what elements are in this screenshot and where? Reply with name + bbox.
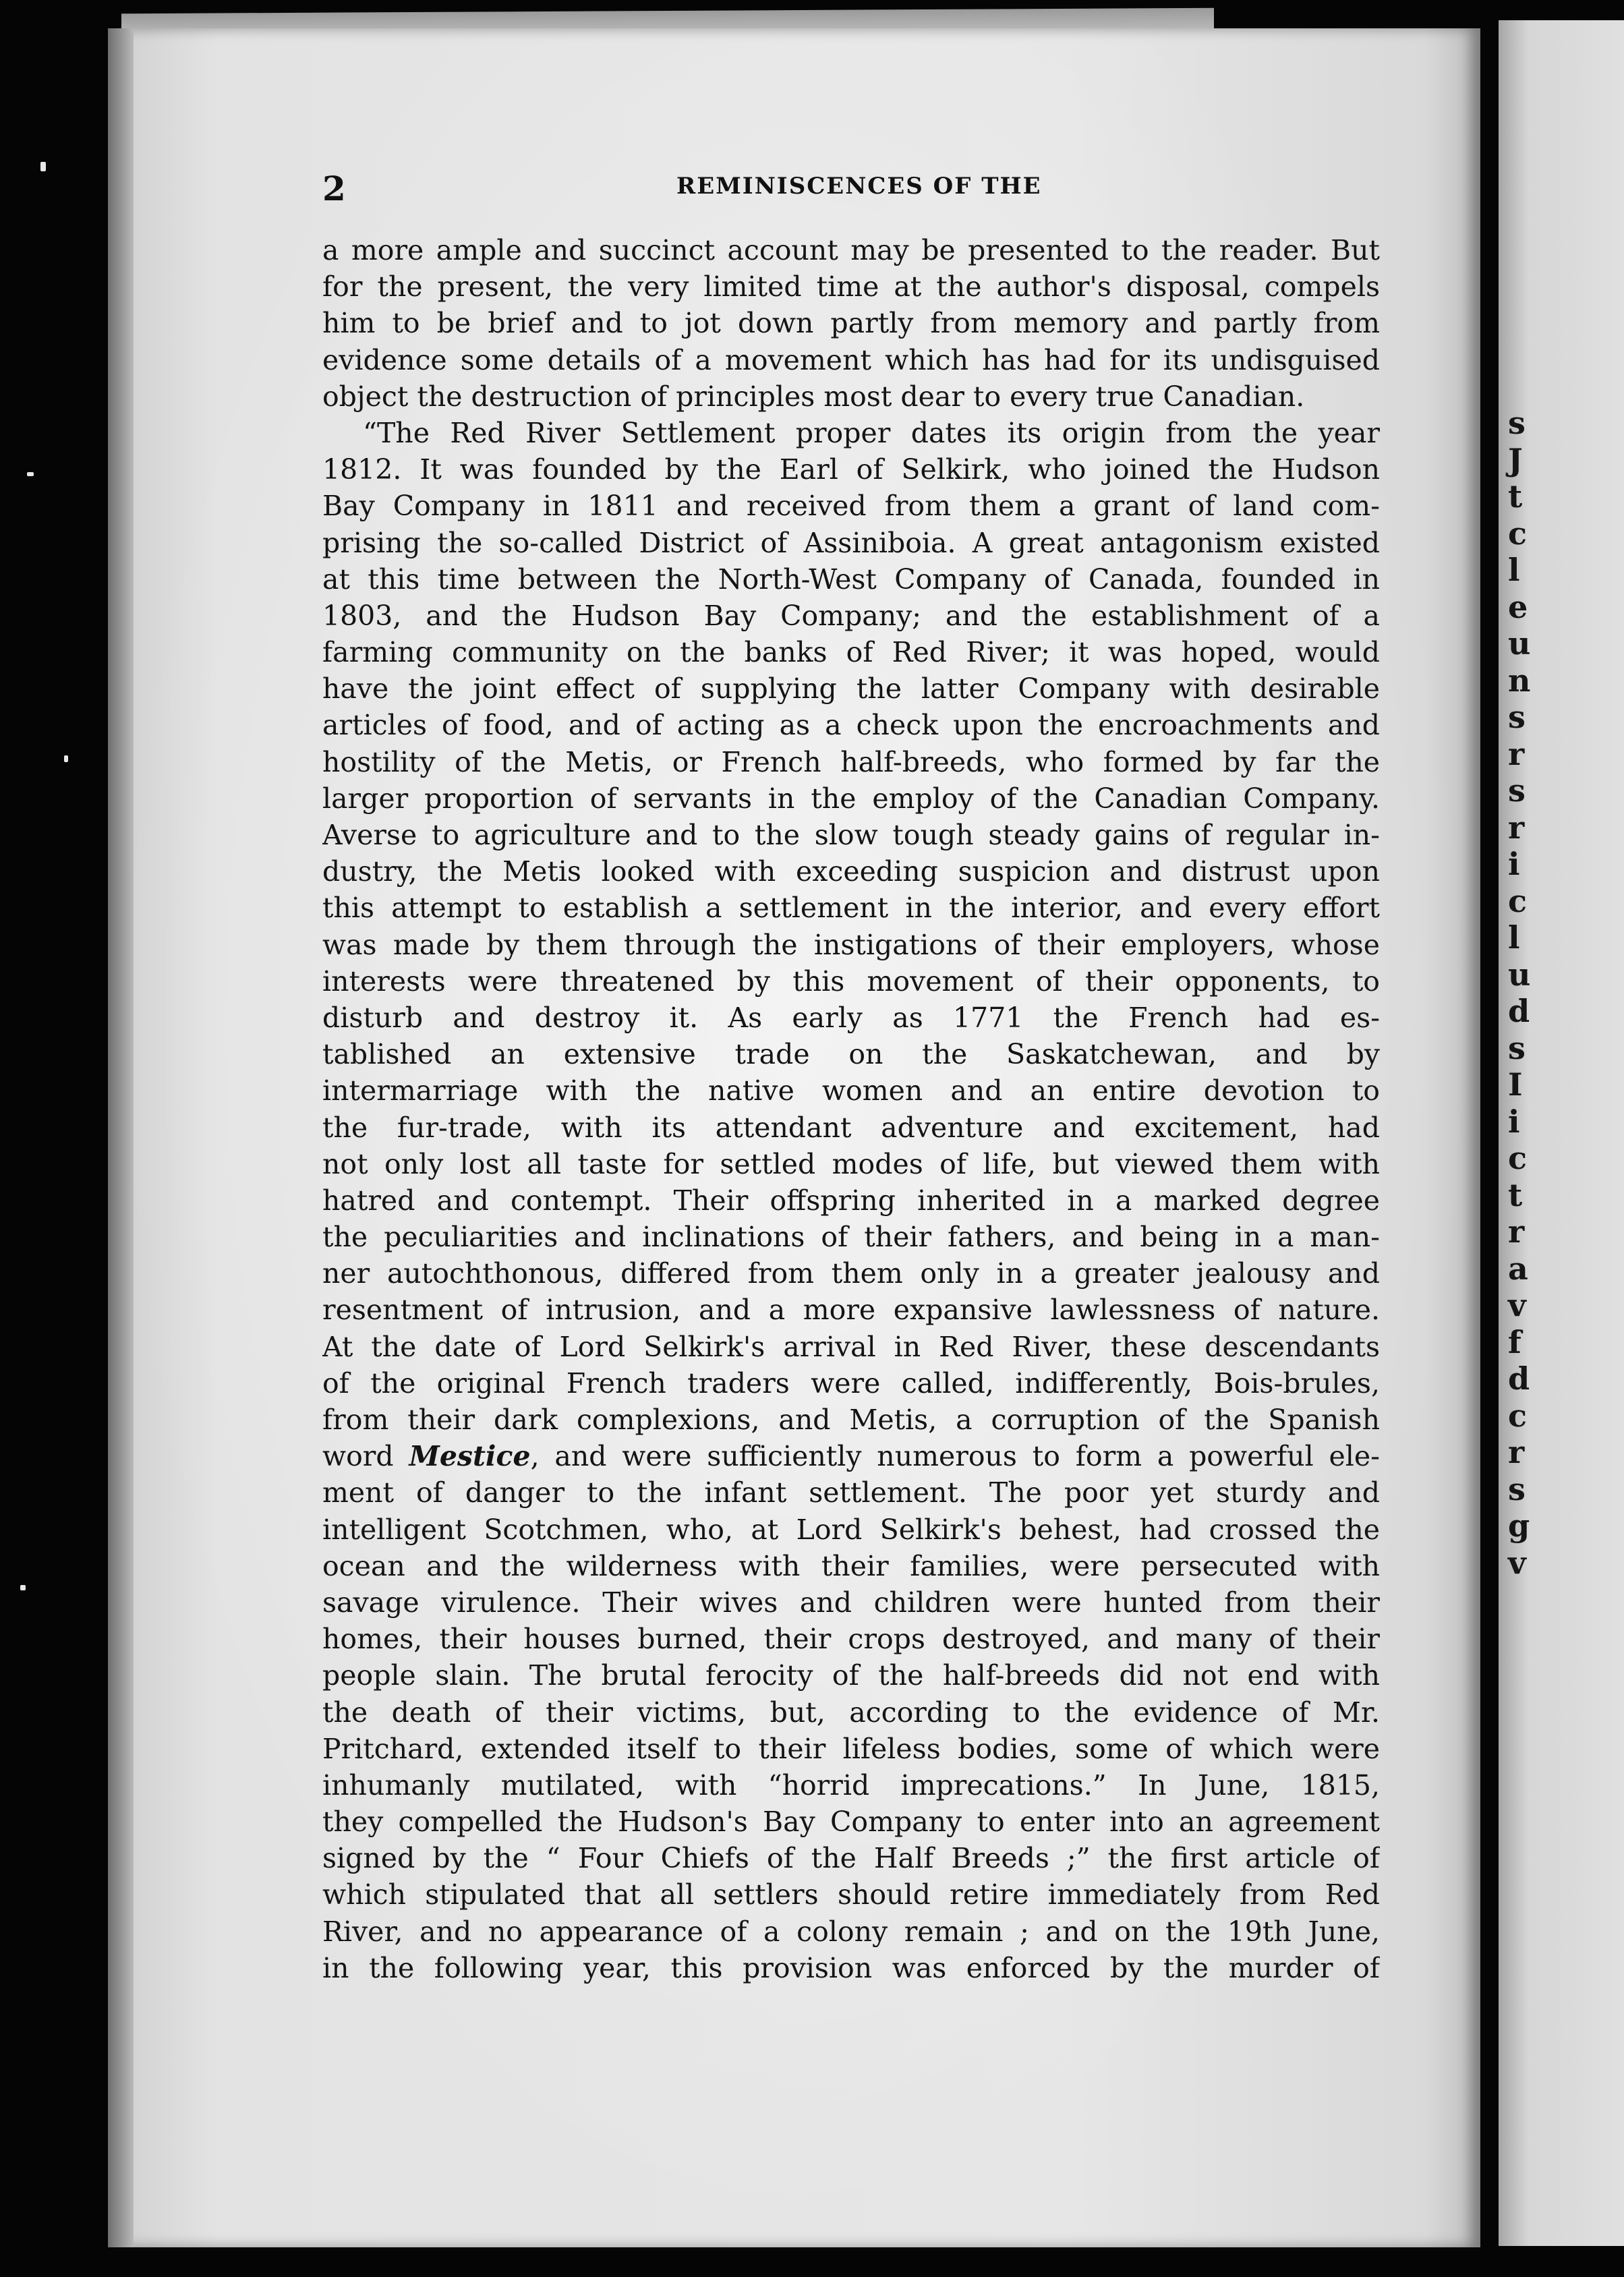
next-page-letter: f	[1508, 1323, 1521, 1360]
next-page-letter: r	[1508, 735, 1525, 772]
next-page-letter: v	[1508, 1544, 1526, 1581]
text-line: 1812. It was founded by the Earl of Selkirk, who joined the Hudson	[322, 453, 1380, 486]
text-line: object the destruction of principles most dear to every true Canadian.	[322, 380, 1305, 413]
text-line: intermarriage with the native women and an entire devotion to	[322, 1074, 1380, 1107]
text-line: intelligent Scotchmen, who, at Lord Selkirk's behest, had crossed the	[322, 1513, 1380, 1546]
next-page-letter: n	[1508, 662, 1531, 699]
text-line: Pritchard, extended itself to their lifeless bodies, some of which were	[322, 1732, 1380, 1765]
text-line: hatred and contempt. Their offspring inherited in a marked degree	[322, 1184, 1380, 1217]
next-page-letter: t	[1508, 1176, 1523, 1213]
text-line: evidence some details of a movement which has had for its undisguised	[322, 343, 1380, 376]
body-text	[322, 232, 1380, 1986]
text-line: 1803, and the Hudson Bay Company; and the establishment of a	[322, 599, 1380, 632]
next-page-letter: c	[1508, 1397, 1528, 1434]
next-page-letter: d	[1508, 993, 1530, 1029]
next-page-letter: s	[1508, 772, 1526, 809]
next-page-letter: r	[1508, 809, 1525, 846]
scan-speck	[27, 472, 34, 476]
text-line: articles of food, and of acting as a check upon the encroachments and	[322, 709, 1380, 742]
text-line: him to be brief and to jot down partly from memory and partly from	[322, 307, 1380, 340]
text-line: was made by them through the instigations of their employers, whose	[322, 928, 1380, 961]
text-line-mixed	[322, 1438, 1380, 1474]
next-page-letter: u	[1508, 625, 1531, 662]
next-page-letter: v	[1508, 1287, 1526, 1323]
text-line: hostility of the Metis, or French half-breeds, who formed by far the	[322, 745, 1380, 778]
next-page-letter: J	[1508, 441, 1523, 478]
next-page-letter: s	[1508, 699, 1526, 735]
text-line: dustry, the Metis looked with exceeding suspicion and distrust upon	[322, 855, 1380, 888]
text-line: ner autochthonous, differed from them only in a greater jealousy and	[322, 1257, 1380, 1290]
next-page-letter: l	[1508, 919, 1520, 956]
next-page-letter: i	[1508, 846, 1520, 882]
page-number: 2	[322, 169, 346, 208]
text-line: inhumanly mutilated, with “horrid imprecations.” In June, 1815,	[322, 1768, 1380, 1802]
text-line: interests were threatened by this movement of their opponents, to	[322, 964, 1380, 998]
running-head-title: REMINISCENCES OF THE	[676, 173, 1042, 200]
scan-speck	[64, 755, 68, 762]
next-page-letter: s	[1508, 1470, 1526, 1507]
running-header	[322, 169, 1395, 209]
text-line: savage virulence. Their wives and children were hunted from their	[322, 1586, 1380, 1619]
text-line: have the joint effect of supplying the latter Company with desirable	[322, 672, 1380, 705]
text-line: tablished an extensive trade on the Saskatchewan, and by	[322, 1038, 1380, 1071]
text-line: the death of their victims, but, according to the evidence of Mr.	[322, 1696, 1380, 1729]
text-line: in the following year, this provision was enforced by the murder of	[322, 1951, 1380, 1984]
text-segment: word	[322, 1440, 394, 1473]
next-page-letter: i	[1508, 1103, 1520, 1140]
text-line: At the date of Lord Selkirk's arrival in Red River, these descendants	[322, 1330, 1380, 1363]
text-line: ment of danger to the infant settlement. The poor yet sturdy and	[322, 1476, 1380, 1509]
next-page-letter: s	[1508, 1029, 1526, 1066]
text-line: Bay Company in 1811 and received from them a grant of land com-	[322, 490, 1380, 523]
text-line: homes, their houses burned, their crops destroyed, and many of their	[322, 1623, 1380, 1656]
text-line: disturb and destroy it. As early as 1771 the French had es-	[322, 1001, 1380, 1034]
text-line: people slain. The brutal ferocity of the half-breeds did not end with	[322, 1659, 1380, 1692]
next-page-letter: c	[1508, 1140, 1528, 1176]
next-page-letter: u	[1508, 956, 1531, 993]
text-line: ocean and the wilderness with their families, were persecuted with	[322, 1549, 1380, 1582]
page-gutter-shadow	[108, 28, 134, 2247]
text-line: “The Red River Settlement proper dates its origin from the year	[363, 416, 1380, 449]
next-page-letter: d	[1508, 1360, 1530, 1397]
next-page-letter: l	[1508, 552, 1520, 588]
text-line: farming community on the banks of Red River; it was hoped, would	[322, 636, 1380, 669]
text-line: of the original French traders were called, indifferently, Bois-brules,	[322, 1366, 1380, 1400]
text-line: the fur-trade, with its attendant adventure and excitement, had	[322, 1111, 1380, 1144]
next-page-letter: a	[1508, 1250, 1528, 1287]
next-page-letter: s	[1508, 405, 1526, 441]
text-line: this attempt to establish a settlement in the interior, and every effort	[322, 892, 1380, 925]
next-page-letter: c	[1508, 515, 1528, 552]
scan-speck	[40, 162, 46, 171]
text-line: resentment of intrusion, and a more expansive lawlessness of nature.	[322, 1294, 1380, 1327]
next-page-letter: c	[1508, 882, 1528, 919]
next-page-letter: I	[1508, 1066, 1523, 1103]
next-page-line-starts	[1508, 405, 1616, 1581]
next-page-letter: r	[1508, 1213, 1525, 1250]
text-line: larger proportion of servants in the employ of the Canadian Company.	[322, 782, 1380, 815]
text-line: a more ample and succinct account may be presented to the reader. But	[322, 234, 1380, 266]
text-line: which stipulated that all settlers should retire immediately from Red	[322, 1878, 1380, 1911]
text-line: for the present, the very limited time at the author's disposal, compels	[322, 270, 1380, 304]
text-line: River, and no appearance of a colony remain ; and on the 19th June,	[322, 1915, 1380, 1948]
italic-word: Mestice	[409, 1440, 531, 1473]
text-line: they compelled the Hudson's Bay Company to enter into an agreement	[322, 1806, 1380, 1839]
text-line: the peculiarities and inclinations of their fathers, and being in a man-	[322, 1221, 1380, 1254]
text-line: signed by the “ Four Chiefs of the Half Breeds ;” the first article of	[322, 1842, 1380, 1875]
text-line: prising the so-called District of Assiniboia. A great antagonism existed	[322, 526, 1380, 559]
next-page-letter: t	[1508, 478, 1523, 515]
text-segment: , and were sufficiently numerous to form a powerful ele-	[530, 1440, 1380, 1473]
next-page-letter: e	[1508, 588, 1528, 625]
next-page-letter: g	[1508, 1507, 1530, 1544]
scan-speck	[20, 1585, 26, 1590]
text-line: from their dark complexions, and Metis, a corruption of the Spanish	[322, 1404, 1380, 1436]
text-line: not only lost all taste for settled modes of life, but viewed them with	[322, 1147, 1380, 1180]
text-line: Averse to agriculture and to the slow tough steady gains of regular in-	[322, 819, 1380, 851]
next-page-letter: r	[1508, 1434, 1525, 1470]
text-line: at this time between the North-West Company of Canada, founded in	[322, 563, 1380, 596]
